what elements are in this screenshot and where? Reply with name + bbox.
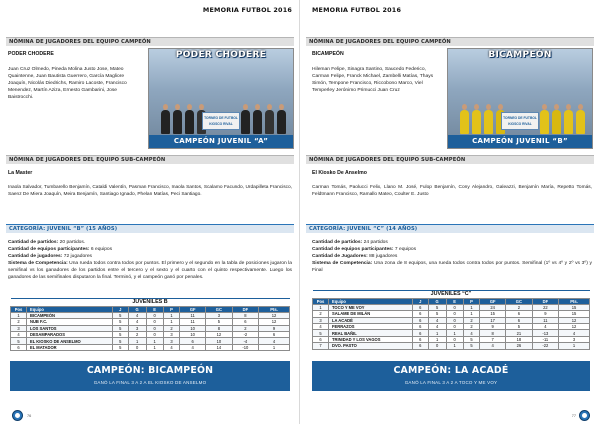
stat-label: Sistema de Competencia: — [312, 261, 373, 266]
stat-cell: 9 — [259, 325, 290, 331]
stat-cell: 8 — [232, 312, 258, 318]
column-header: G — [428, 298, 446, 304]
stat-label: Cantidad de Jugadores: — [312, 254, 368, 259]
table-row — [11, 344, 290, 350]
column-header: Pos — [313, 298, 329, 304]
stat-label: Sistema de Competencia: — [8, 261, 68, 266]
stat-cell: -11 — [532, 336, 558, 342]
stat-cell: 12 — [559, 324, 590, 330]
player-figure — [253, 110, 262, 134]
stat-value: 72 jugadores — [62, 254, 92, 259]
stat-cell: 0 — [428, 343, 446, 349]
champion-roster: Hileman Felipe, Sinagra Santino, Saucedo Federico, Carman Felipe, Franck Michael, Zambelli Matías, Thays Simón, Tempone Francisco, Riccobono Marco, Viel Temperley Jerónimo Primucci Juan Cruz — [312, 67, 434, 94]
stat-cell: 5 — [113, 344, 129, 350]
stat-cell: 3 — [163, 332, 180, 338]
stat-cell: 3 — [163, 338, 180, 344]
stat-cell: 6 — [313, 336, 329, 342]
team-cell: SALAME DE MILÁN — [329, 311, 413, 317]
stat-competition-system — [312, 260, 592, 274]
team-cell: BICAMPEÓN — [27, 312, 113, 318]
stat-cell: 2 — [463, 317, 480, 323]
team-cell: REAL BAÑIL — [329, 330, 413, 336]
stat-cell: 11 — [180, 319, 206, 325]
stat-matches — [312, 239, 592, 246]
team-cell: FERRAZOS — [329, 324, 413, 330]
stat-cell: 5 — [505, 324, 532, 330]
stat-cell: 5 — [113, 312, 129, 318]
stat-cell: 2 — [163, 325, 180, 331]
stat-cell: 11 — [532, 317, 558, 323]
subchampion-team-name: El Kiosko De Anselmo — [312, 170, 367, 176]
stat-cell: 4 — [559, 330, 590, 336]
standings-table — [312, 290, 590, 350]
stat-cell: 6 — [232, 319, 258, 325]
stat-cell: 10 — [180, 325, 206, 331]
champion-roster-heading: NÓMINA DE JUGADORES DEL EQUIPO CAMPEÓN — [6, 37, 294, 46]
stat-cell: 24 — [480, 304, 506, 310]
player-figure — [460, 110, 469, 134]
right-page — [300, 0, 600, 424]
stat-cell: 4 — [259, 338, 290, 344]
stat-cell: 5 — [113, 319, 129, 325]
stat-cell: 4 — [480, 343, 506, 349]
champion-roster: Juan Cruz Olmedo, Pineda Molina Justo Jose, Mateo Quaintenne, Juan Bautista Guerrero, García Magliore Joaquín, Nicolás Diedrichs, Ramiro Lacoste, Francisco Menendez, Martín Aziza, Ernesto Gambarini, Jose Baistrocchi. — [8, 67, 127, 101]
table-title: JUVENILES “C” — [313, 291, 590, 299]
champion-team-photo — [447, 48, 593, 149]
team-cell: TRINIDAD Y LOS VAGOS — [329, 336, 413, 342]
stat-cell: 1 — [559, 343, 590, 349]
player-figure — [564, 110, 573, 134]
stat-cell: 1 — [313, 304, 329, 310]
column-header: DF — [232, 306, 258, 312]
stat-cell: 0 — [146, 312, 163, 318]
stat-label: Cantidad de equipos participantes: — [8, 247, 90, 252]
stat-label: Cantidad de jugadores: — [8, 254, 63, 259]
stat-teams — [312, 246, 592, 253]
stat-cell: 15 — [480, 311, 506, 317]
stat-cell: 5 — [113, 338, 129, 344]
stat-cell: 15 — [559, 311, 590, 317]
column-header: E — [446, 298, 463, 304]
stat-cell: 1 — [128, 338, 146, 344]
stat-cell: 0 — [446, 311, 463, 317]
stat-cell: 5 — [113, 325, 129, 331]
stat-value: Una zona de 8 equipos, una rueda todos contra todos por puntos. Semifinal (1º vs 4º y 2º vs 3º) y Final — [312, 261, 592, 273]
column-header: GF — [480, 298, 506, 304]
stat-cell: 3 — [128, 325, 146, 331]
stat-cell: 4 — [128, 319, 146, 325]
stat-label: Cantidad de equipos participantes: — [312, 247, 394, 252]
league-logo-icon — [579, 410, 590, 421]
stat-cell: 6 — [413, 317, 429, 323]
stat-cell: 5 — [205, 319, 232, 325]
stat-cell: 6 — [505, 317, 532, 323]
stat-cell: -4 — [232, 338, 258, 344]
stat-value: 88 jugadores — [367, 254, 398, 259]
stat-cell: 0 — [146, 325, 163, 331]
stat-cell: 1 — [446, 343, 463, 349]
stat-cell: 0 — [446, 336, 463, 342]
stat-cell: 1 — [428, 330, 446, 336]
table-body — [11, 312, 290, 350]
final-result: GANÓ LA FINAL 3 A 2 A TOCO Y ME VOY — [404, 380, 498, 385]
subchampion-roster: Inaola Salvador, Tumbarello Benjamín, Cataldi Valentín, Pasman Francisco, Inaola Santos, Scalamo Facundo, Urdapilleta Francisco, Saenz De Miera Joaquín, Meira Benjamín, Santiago Ignado, Phelan Matías, Peci Santiago. — [8, 185, 292, 197]
team-cell: DVO. PASTO — [329, 343, 413, 349]
stat-value: Una rueda todos contra todos por puntos. El primero y el segundo en la tabla de posiciones jugaron la semifinal vs los ganadores de los partidos entre el tercero y el sexto y el cuarto con el quinto respectivamente. Luego los ganadores de las semifinales disputaron la final. Terminó, y el campeón ganó por penales. — [8, 261, 292, 280]
stat-cell: 0 — [146, 332, 163, 338]
stat-cell: 1 — [259, 344, 290, 350]
subchampion-roster-heading: NÓMINA DE JUGADORES DEL EQUIPO SUB-CAMPEÓN — [6, 155, 294, 164]
stat-cell: 5 — [428, 304, 446, 310]
stat-cell: 4 — [163, 344, 180, 350]
stat-cell: 2 — [11, 319, 27, 325]
team-cell: EL MATADOR — [27, 344, 113, 350]
player-figure — [576, 110, 585, 134]
stat-cell: 9 — [532, 311, 558, 317]
final-result: GANÓ LA FINAL 3 A 2 A EL KIOSKO DE ANSELMO — [93, 380, 207, 385]
stat-cell: 12 — [559, 317, 590, 323]
stat-cell: 1 — [163, 319, 180, 325]
stat-cell: 6 — [11, 344, 27, 350]
team-cell: LA ACADÉ — [329, 317, 413, 323]
photo-caption: CAMPEÓN JUVENIL “A” — [149, 135, 293, 148]
stat-cell: 14 — [205, 344, 232, 350]
stat-cell: 4 — [11, 332, 27, 338]
stat-cell: 15 — [559, 304, 590, 310]
stat-cell: 4 — [532, 324, 558, 330]
stat-cell: 4 — [428, 317, 446, 323]
column-header: Pts. — [559, 298, 590, 304]
stat-cell: 5 — [11, 338, 27, 344]
stat-value: 7 equipos — [393, 247, 417, 252]
team-cell: LOS SANTOS — [27, 325, 113, 331]
stat-cell: 3 — [205, 312, 232, 318]
page-number: 76 — [27, 414, 32, 418]
stat-cell: -2 — [232, 332, 258, 338]
photo-banner: PODER CHODERE — [175, 50, 267, 60]
stat-cell: 0 — [446, 317, 463, 323]
stat-cell: 4 — [128, 312, 146, 318]
stat-value: 24 partidos — [362, 240, 388, 245]
stat-cell: 26 — [505, 343, 532, 349]
player-figure — [161, 110, 170, 134]
stat-cell: 4 — [463, 330, 480, 336]
stat-cell: 7 — [480, 336, 506, 342]
stat-cell: 8 — [480, 330, 506, 336]
stat-competition-system — [8, 260, 292, 281]
stat-cell: 1 — [146, 338, 163, 344]
stat-cell: 5 — [463, 343, 480, 349]
column-header: E — [146, 306, 163, 312]
stat-cell: 10 — [180, 332, 206, 338]
champion-title: CAMPEÓN: LA ACADÉ — [393, 365, 509, 376]
column-header: Pts. — [259, 306, 290, 312]
stat-cell: 22 — [532, 304, 558, 310]
player-figure — [484, 110, 493, 134]
stat-cell: 10 — [205, 338, 232, 344]
stat-cell: 18 — [505, 336, 532, 342]
stat-cell: 3 — [11, 325, 27, 331]
stat-cell: 2 — [313, 311, 329, 317]
stat-cell: 6 — [413, 343, 429, 349]
stat-cell: 2 — [232, 325, 258, 331]
stat-cell: 6 — [413, 336, 429, 342]
stat-cell: 0 — [146, 319, 163, 325]
player-figure — [241, 110, 250, 134]
column-header: Equipo — [27, 306, 113, 312]
stat-cell: 2 — [505, 304, 532, 310]
page-number: 77 — [571, 414, 576, 418]
player-figure — [472, 110, 481, 134]
running-title: MEMORIA FUTBOL 2016 — [312, 6, 402, 14]
stat-cell: -13 — [532, 330, 558, 336]
stat-cell: 6 — [413, 311, 429, 317]
champion-roster-heading: NÓMINA DE JUGADORES DEL EQUIPO CAMPEÓN — [306, 37, 594, 46]
stat-cell: 0 — [446, 324, 463, 330]
stat-cell: 12 — [259, 319, 290, 325]
column-header: P — [463, 298, 480, 304]
team-cell: NUB F.C. — [27, 319, 113, 325]
column-header: Pos — [11, 306, 27, 312]
stat-cell: 1 — [163, 312, 180, 318]
stat-cell: 6 — [180, 338, 206, 344]
stat-cell: 12 — [205, 332, 232, 338]
column-header: GF — [180, 306, 206, 312]
player-figure — [173, 110, 182, 134]
stat-cell: 2 — [463, 324, 480, 330]
stat-cell: 0 — [128, 344, 146, 350]
table-row — [313, 343, 590, 349]
column-header: DF — [532, 298, 558, 304]
tournament-sign: TORNEO DE FUTBOL KIOSCO RIVAL — [202, 112, 240, 130]
column-header: GC — [205, 306, 232, 312]
stat-value: 20 partidos. — [58, 240, 86, 245]
stat-cell: 3 — [559, 336, 590, 342]
column-header: J — [113, 306, 129, 312]
stat-cell: 4 — [313, 324, 329, 330]
stat-cell: 6 — [413, 304, 429, 310]
stat-cell: 9 — [480, 324, 506, 330]
stat-cell: 5 — [313, 330, 329, 336]
stat-cell: 1 — [428, 336, 446, 342]
stat-cell: 1 — [146, 344, 163, 350]
player-figure — [265, 110, 274, 134]
stat-cell: 0 — [446, 304, 463, 310]
stat-value: 6 equipos — [89, 247, 113, 252]
stat-label: Cantidad de partidos: — [8, 240, 59, 245]
stat-cell: 17 — [480, 317, 506, 323]
champion-team-photo — [148, 48, 294, 149]
stat-cell: 6 — [259, 332, 290, 338]
stat-cell: 6 — [413, 324, 429, 330]
player-figure — [540, 110, 549, 134]
league-logo-icon — [12, 410, 23, 421]
stat-cell: 5 — [428, 311, 446, 317]
stat-cell: 1 — [446, 330, 463, 336]
column-header: Equipo — [329, 298, 413, 304]
column-header: P — [163, 306, 180, 312]
stat-cell: 5 — [113, 332, 129, 338]
subchampion-roster-heading: NÓMINA DE JUGADORES DEL EQUIPO SUB-CAMPEÓN — [306, 155, 594, 164]
table-title: JUVENILES B — [11, 299, 290, 307]
team-cell: DESAMPARADOS — [27, 332, 113, 338]
stat-players — [312, 253, 592, 260]
stat-cell: 4 — [428, 324, 446, 330]
champion-team-name: PODER CHODERE — [8, 51, 54, 57]
subchampion-roster: Carman Tomás, Paolucci Felix, Llano M. José, Fulop Benjamín, Cony Alejandro, Galeazzi, Benjamín María, Repetto Tomás, Feldtmann Francisco, Ramallo Mateo, Coulter E. Justo — [312, 185, 592, 197]
stat-label: Cantidad de partidos: — [312, 240, 363, 245]
tournament-sign: TORNEO DE FUTBOL KIOSCO RIVAL — [501, 112, 539, 130]
champion-title: CAMPEÓN: BICAMPEÓN — [86, 365, 214, 376]
player-figure — [185, 110, 194, 134]
stat-cell: 6 — [505, 311, 532, 317]
player-figure — [277, 110, 286, 134]
stat-cell: 5 — [463, 336, 480, 342]
stat-cell: 4 — [180, 344, 206, 350]
stat-cell: -10 — [232, 344, 258, 350]
photo-caption: CAMPEÓN JUVENIL “B” — [448, 135, 592, 148]
category-heading: CATEGORÍA: JUVENIL “B” (15 AÑOS) — [6, 224, 294, 233]
subchampion-team-name: La Master — [8, 170, 33, 176]
stat-players — [8, 253, 292, 260]
champion-box — [312, 361, 590, 391]
champion-team-name: BICAMPEÓN — [312, 51, 344, 57]
player-figure — [552, 110, 561, 134]
stat-cell: 1 — [11, 312, 27, 318]
stat-teams — [8, 246, 292, 253]
stat-cell: 11 — [180, 312, 206, 318]
running-title: MEMORIA FUTBOL 2016 — [202, 6, 292, 14]
photo-banner: BICAMPEÓN — [488, 50, 552, 60]
column-header: GC — [505, 298, 532, 304]
stat-matches — [8, 239, 292, 246]
stat-cell: 21 — [505, 330, 532, 336]
team-cell: EL KIOSKO DE ANSELMO — [27, 338, 113, 344]
category-heading: CATEGORÍA: JUVENIL “C” (14 AÑOS) — [306, 224, 594, 233]
stat-cell: 3 — [313, 317, 329, 323]
stat-cell: -22 — [532, 343, 558, 349]
column-header: G — [128, 306, 146, 312]
standings-table — [10, 298, 290, 351]
stat-cell: 2 — [128, 332, 146, 338]
champion-box — [10, 361, 290, 391]
stat-cell: 8 — [205, 325, 232, 331]
table-body — [313, 304, 590, 349]
stat-cell: 12 — [259, 312, 290, 318]
stat-cell: 1 — [463, 304, 480, 310]
stat-cell: 6 — [413, 330, 429, 336]
team-cell: TOCO Y ME VOY — [329, 304, 413, 310]
stat-cell: 7 — [313, 343, 329, 349]
column-header: J — [413, 298, 429, 304]
stat-cell: 1 — [463, 311, 480, 317]
